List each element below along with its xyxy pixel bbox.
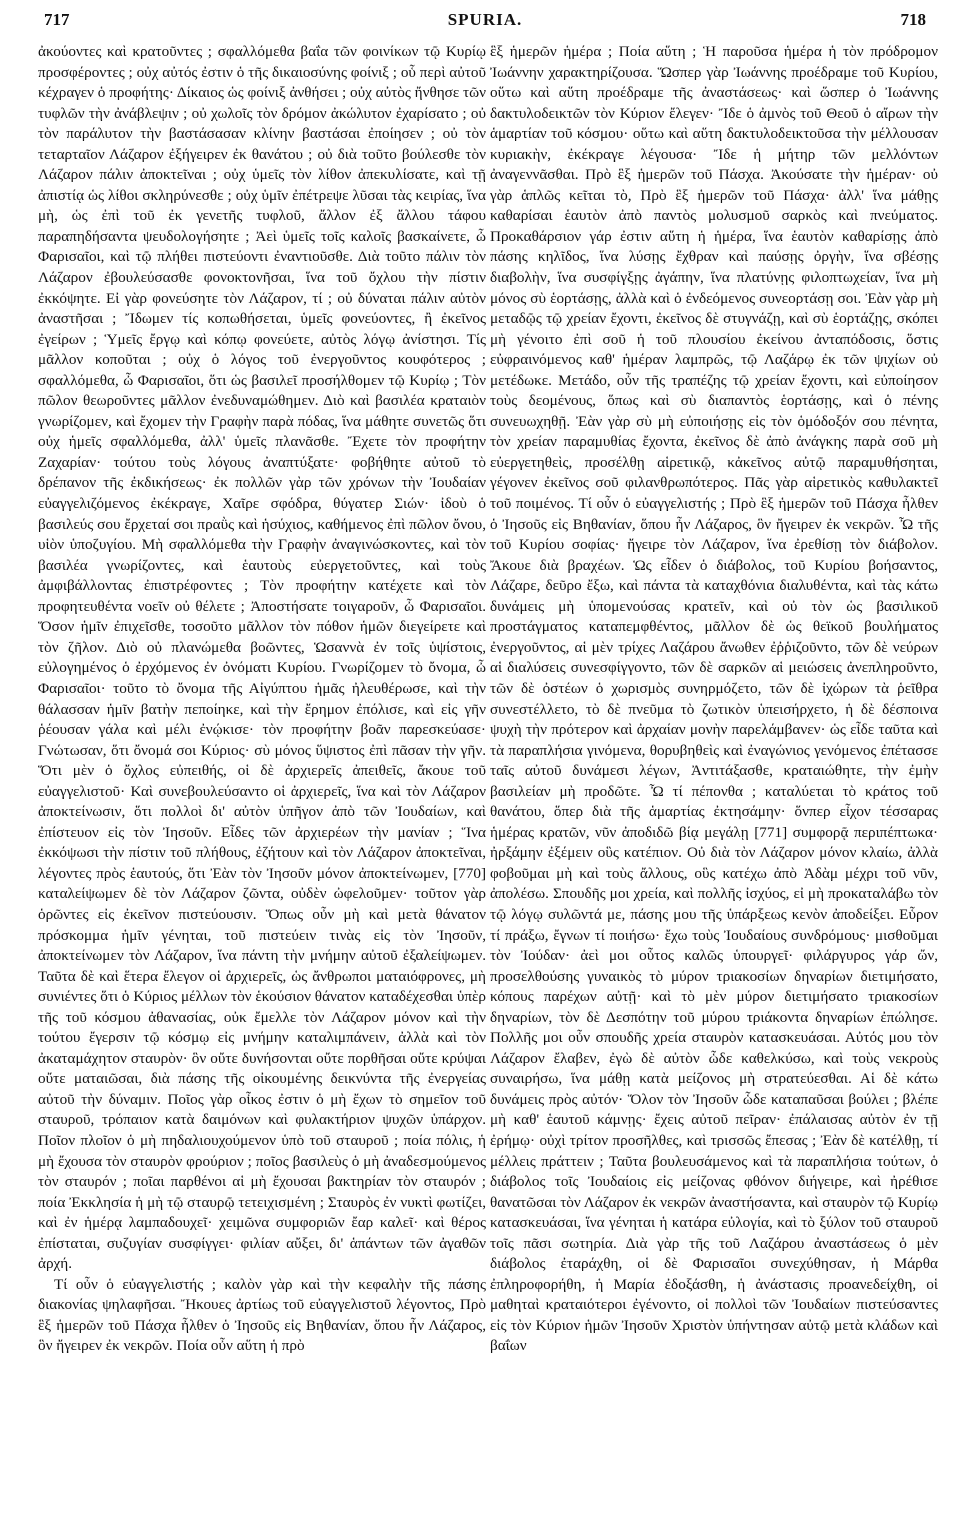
page-number-right: 718: [900, 10, 926, 29]
page-number-left: 717: [44, 10, 70, 29]
right-column: [490, 42, 938, 1530]
running-header: [44, 6, 926, 36]
left-column-paragraph-1: ἀκούοντες καὶ κρατοῦντες ; σφαλλόμεθα βαΐα τῶν φοινίκων τῷ Κυρίῳ προσφέροντες ; οὐχ αὐτός ἐστιν ὁ τῆς δικαιοσύνης φοίνιξ ; οὗ περὶ αὐτοῦ κέχραγεν ὁ προφήτης· Δίκαιος ὡς φοίνιξ ἀνθήσει ; οὐχ αὐτὸς ἤνθησε τῶν τυφλῶν τὴν ἀνάβλεψιν ; οὐ χωλοῖς τὸν δρόμον ἀκώλυτον ἐχαρίσατο ; οὐ τὸν παράλυτον τὴν βαστάσασαν κλίνην βαστάσαι ἐποίησεν ; οὐ τὸν τεταρταῖον Λάζαρον ἐξήγειρεν ἐκ θανάτου ; οὐ διὰ τοῦτο βούλεσθε τὸν Λάζαρον πάλιν ἀποκτεῖναι ; οὐχ ὑμεῖς τὸν λίθον ἀπεκυλίσατε, καὶ τῇ ἀπιστίᾳ ὡς λίθοι σκληρύνεσθε ; οὐχ ὑμῖν ἐπέτρεψε λῦσαι τὰς κειρίας, ἵνα μὴ, ὡς ἐπὶ τοῦ ἐκ γενετῆς τυφλοῦ, ἄλλον ἐξ ἄλλου τάφου παραπηδήσαντα ψευδολογήσητε ; Ἀεὶ ὑμεῖς τοῖς καλοῖς βασκαίνετε, ὦ Φαρισαῖοι, καὶ τῷ πλήθει πιστεύοντι ἐναντιοῦσθε. Διὰ τοῦτο πάλιν τὸν Λάζαρον ἐβουλεύσασθε φονοκτονῆσαι, ἵνα τοῦ ὄχλου τὴν πίστιν ἐκκόψητε. Εἰ γὰρ φονεύσητε τὸν Λάζαρον, τί ; οὐ δύναται πάλιν αὐτὸν ἀναστῆσαι ; Ἴδωμεν τίς κοπωθήσεται, ὑμεῖς φονεύοντες, ἢ ἐκεῖνος ἐγείρων ; Ὑμεῖς ἔργῳ καὶ κόπῳ φονεύετε, αὐτὸς λόγῳ ἀνίστησι. Τίς μᾶλλον κοποῦται ; οὐχ ὁ λόγος τοῦ ἐνεργοῦντος κουφότερος ; σφαλλόμεθα, ὦ Φαρισαῖοι, ὅτι ὡς βασιλεῖ προσήλθομεν τῷ Κυρίῳ ; Τὸν πῶλον θεωροῦντες μᾶλλον ἐνεδυναμώθημεν. Διὸ καὶ βασιλέα κραταιὸν γνωρίζομεν, καὶ ἔχομεν τὴν Γραφὴν παρὰ πόδας, ἵνα μάθητε συνετῶς ὅτι οὐχ ἡμεῖς σφαλλόμεθα, ἀλλ' ὑμεῖς πλανᾶσθε. Ἔχετε τὸν προφήτην Ζαχαρίαν· τούτου τοὺς λόγους ἀναπτύξατε· φοβήθητε αὐτοῦ τὸ δρέπανον τῆς ἐκδικήσεως· ἐκ πολλῶν γὰρ τῶν χρόνων τὴν Ἰουδαίαν εὐαγγελιζόμενος ἐκέκραγε, Χαῖρε σφόδρα, θύγατερ Σιών· ἰδοὺ ὁ βασιλεύς σου ἔρχεταί σοι πραῢς καὶ ἡσύχιος, καθήμενος ἐπὶ πῶλον ὄνου, υἱὸν ὑποζυγίου. Μὴ σφαλλόμεθα τὴν Γραφὴν ἀναγινώσκοντες, καὶ τὸν βασιλέα γνωρίζοντες, καὶ ἑαυτοὺς εὐεργετοῦντες, καὶ τοὺς ἀμφιβάλλοντας ἐπιστρέφοντες ; Τὸν προφήτην κατέχετε καὶ τὸν προφητευθέντα νοεῖν οὐ θέλετε ; Ἀποστήσατε τοιγαροῦν, ὦ Φαρισαῖοι. Ὅσον ἡμῖν ἐπιχεῖσθε, τοσοῦτο μᾶλλον τὸν πόθον ἡμῶν διεγείρετε καὶ τὸν ζῆλον. Διὸ οὐ πλανώμεθα βοῶντες, Ὡσαννὰ ἐν τοῖς ὑψίστοις, εὐλογημένος ὁ ἐρχόμενος ἐν ὀνόματι Κυρίου. Γνωρίζομεν τὸ ὄνομα, ὦ Φαρισαῖοι· τοῦτο τὸ ὄνομα τῆς Αἰγύπτου ἡμᾶς ἠλευθέρωσε, καὶ τὴν θάλασσαν ἡμῖν βατὴν πεποίηκε, καὶ τὴν ἔρημον ἐπόλισε, καὶ εἰς γῆν ῥέουσαν γάλα καὶ μέλι ἐνῴκισε· τὸν προφήτην βοᾶν παρεσκεύασε· Γνώτωσαν, ὅτι ὄνομά σοι Κύριος· σὺ μόνος ὕψιστος ἐπὶ πᾶσαν τὴν γῆν. Ὅτι μὲν ὁ ὄχλος εὐπειθής, οἱ δὲ ἀρχιερεῖς ἀπειθεῖς, ἄκουε τοῦ εὐαγγελιστοῦ· Καὶ συνεβουλεύσαντο οἱ ἀρχιερεῖς, ἵνα καὶ τὸν Λάζαρον ἀποκτείνωσιν, ὅτι πολλοὶ δι' αὐτὸν ὑπῆγον ἀπὸ τῶν Ἰουδαίων, καὶ ἐπίστευον εἰς τὸν Ἰησοῦν. Εἶδες τῶν ἀρχιερέων τὴν μανίαν ; Ἵνα ἐκκόψωσι τὴν πίστιν τοῦ πλήθους, ἐζήτουν καὶ τὸν Λάζαρον ἀποκτεῖναι, λέγοντες πρὸς ἑαυτούς, ὅτι Ἐὰν τὸν Ἰησοῦν μόνον ἀποκτείνωμεν, [770] καταλείψωμεν δὲ τὸν Λάζαρον ζῶντα, οὐδὲν ὠφελοῦμεν· τοῦτον γὰρ ὁρῶντες εἰς ἐκεῖνον πιστεύουσιν. Ὅπως οὖν μὴ καὶ μετὰ θάνατον πρόσκομμα ἡμῖν γένηται, τοῦ πιστεύειν τινὰς εἰς τὸν Ἰησοῦν, ἀποκτείνωμεν τὸν Λάζαρον, ἵνα πάντη τὴν μνήμην αὐτοῦ ἐξαλείψωμεν. Ταῦτα δὲ καὶ ἕτερα ἔλεγον οἱ ἀρχιερεῖς, ὡς ἄνθρωποι ματαιόφρονες, μὴ συνιέντες ὅτι ὁ Κύριος μέλλων τὸν ἑκούσιον θάνατον καταδέχεσθαι ὑπὲρ τῆς τοῦ κόσμου ἀθανασίας, οὐκ ἔμελλε τὸν Λάζαρον μόνον καὶ τὴν τούτου ἔγερσιν τῷ κόσμῳ εἰς μνήμην καταλιμπάνειν, ἀλλὰ καὶ τὸν ἀκαταμάχητον σταυρὸν· ὃν οὔτε δυνήσονται οὔτε πορθῆσαι οὔτε κρύψαι οὔτε ματαιῶσαι, διὰ πάσης τῆς οἰκουμένης δεικνύντα τῆς ἐνεργείας αὐτοῦ τὴν δύναμιν. Ποῖος γὰρ οἶκος ἐστιν ὁ μὴ ἔχων τὸ σημεῖον τοῦ σταυροῦ, τρόπαιον κατὰ δαιμόνων καὶ φυλακτήριον ψυχῶν ὑπάρχον. Ποῖον πλοῖον ὁ μὴ πηδαλιουχούμενον ὑπὸ τοῦ σταυροῦ ; ποία πόλις, ἡ μὴ ἔχουσα τὸν σταυρὸν φρούριον ; ποῖος βασιλεὺς ὁ μὴ ἀναδεσμούμενος τὸν σταυρόν ; ποῖαι παρθένοι αἱ μὴ ἔχουσαι βακτηρίαν τὸν σταυρόν ; ποία Ἐκκλησία ἡ μὴ τῷ σταυρῷ τετειχισμένη ; Σταυρὸς ἐν νυκτὶ φωτίζει, καὶ ἐν ἡμέρᾳ λαμπαδουχεῖ· χειμῶνα συμφοριῶν ἔαρ καλεῖ· καὶ θέρος ἐπίσταται, συζυγίαν συσφίγγει· φιλίαν αὔξει, δι' ἁπάντων τῶν ἀγαθῶν ἀρχή.: [38, 43, 486, 1273]
running-title: SPURIA.: [447, 10, 523, 29]
left-column-paragraph-2: Τί οὖν ὁ εὐαγγελιστής ; καλὸν γὰρ καὶ τὴν κεφαλὴν τῆς πάσης διακονίας ψηλαφῆσαι. Ἤκουες ἀρτίως τοῦ εὐαγγελιστοῦ λέγοντος, Πρὸ ἓξ ἡμερῶν τοῦ Πάσχα ἦλθεν ὁ Ἰησοῦς εἰς Βηθανίαν, ὅπου ἦν Λάζαρος, ὃν ἤγειρεν ἐκ νεκρῶν. Ποία οὖν αὕτη ἡ πρὸ: [38, 1275, 486, 1355]
right-column-paragraph-1: ἓξ ἡμερῶν ἡμέρα ; Ποία αὕτη ; Ἡ παροῦσα ἡμέρα ἡ τὸν πρόδρομον Ἰωάννην χαρακτηρίζουσα. Ὥσπερ γὰρ Ἰωάννης προέδραμε τοῦ Κυρίου, οὕτω καὶ αὕτη προέδραμε τῆς ἀναστάσεως· καὶ ὥσπερ ὁ Ἰωάννης δακτυλοδεικτῶν τὸν Κύριον ἔλεγεν· Ἴδε ὁ ἀμνὸς τοῦ Θεοῦ ὁ αἴρων τὴν ἁμαρτίαν τοῦ κόσμου· οὕτω καὶ αὕτη δακτυλοδεικτοῦσα τὴν μέλλουσαν κυριακὴν, ἐκέκραγε λέγουσα· Ἴδε ἡ μήτηρ τῶν μελλόντων ἀναγεννᾶσθαι. Πρὸ ἓξ ἡμερῶν τοῦ Πάσχα. Ἀκούσατε τὴν ἡμέραν· οὐ γὰρ ἁπλῶς κεῖται τὸ, Πρὸ ἓξ ἡμερῶν τοῦ Πάσχα· ἀλλ' ἵνα μάθῃς καθαρίσαι ἑαυτὸν ἀπὸ παντὸς μολυσμοῦ σαρκὸς καὶ πνεύματος. Προκαθάρσιον γάρ ἐστιν αὕτη ἡ ἡμέρα, ἵνα ἑαυτὸν καθαρίσῃς ἀπὸ πάσης κηλῖδος, ἵνα λύσῃς ἔχθραν καὶ παύσῃς ὀργὴν, ἵνα σβέσῃς διαβολὴν, ἵνα συσφίγξῃς ἀγάπην, ἵνα πλατύνῃς φιλοπτωχείαν, ἵνα μὴ μόνος σὺ ἑορτάσῃς, ἀλλὰ καὶ ὁ ἐνδεόμενος συνεορτάσῃ σοι. Ἐὰν γὰρ μὴ μεταδῷς τῷ χρείαν ἔχοντι, ἐκεῖνος δὲ στυγνάζῃ, καὶ σὺ ἑορτάζῃς, σκόπει μὴ γένοιτο ἐπὶ σοῦ ἡ τοῦ πλουσίου ἐκείνου ἀνταπόδοσις, ὅστις εὐφραινόμενος καθ' ἡμέραν λαμπρῶς, τῷ Λαζάρῳ ἐκ τῶν ψιχίων οὐ μετέδωκε. Μετάδο, οὖν τῆς τραπέζης τῷ χρείαν ἔχοντι, καὶ εὐποίησον τοὺς δεομένους, ὅπως καὶ σὺ διαπαντὸς ἑορτάσῃς, καὶ ὁ πένης συνευωχηθῇ. Ἐὰν γὰρ σὺ μὴ εὐποιήσῃς εἰς τὸν ὁμόδοξόν σου πένητα, τὸν χρείαν παραμυθίας ἔχοντα, ἐκεῖνος δὲ ἀπὸ ἀνάγκης παρὰ σοῦ μὴ εὐεργετηθεὶς, προσέλθῃ αἱρετικῷ, κἀκεῖνος αὐτῷ παραμυθήσηται, γέγονεν ἐκεῖνος σοῦ φιλανθρωπότερος. Πᾶς γὰρ αἱρετικὸς καθυλακτεῖ τοῦ ποιμένος. Τί οὖν ὁ εὐαγγελιστής ; Πρὸ ἓξ ἡμερῶν τοῦ Πάσχα ἦλθεν ὁ Ἰησοῦς εἰς Βηθανίαν, ὅπου ἦν Λάζαρος, ὃν ἤγειρεν ἐκ νεκρῶν. Ὦ τῆς τοῦ Κυρίου σοφίας· ἤγειρε τὸν Λάζαρον, ἵνα ἐρεθίσῃ τὸν διάβολον. Ἄκουε διὰ βραχέων. Ὡς εἶδεν ὁ διάβολος, τοῦ Κυρίου βοήσαντος, Λάζαρε, δεῦρο ἔξω, καὶ πάντα τὰ καταχθόνια διαλυθέντα, καὶ τὰς κάτω δυνάμεις μὴ ὑπομενούσας κρατεῖν, καὶ οὐ τὸν ὡς βασιλικοῦ προστάγματος καταπεμφθέντος, μᾶλλον δὲ ὡς θεϊκοῦ βουλήματος ἐνεργοῦντος, αἱ μὲν τρίχες Λαζάρου ἄνωθεν ἐῤῥιζοῦντο, τῶν δὲ νεύρων αἱ διαλύσεις συνεσφίγγοντο, τῶν δὲ σαρκῶν αἱ μειώσεις ἀνεπληροῦντο, τῶν δὲ ὀστέων ὁ χωρισμὸς συνηρμόζετο, τῶν δὲ ἰχώρων τὰ ῥεῖθρα συνεστέλλετο, τὸ δὲ πνεῦμα τὸ ζωτικὸν ὑπεισήρχετο, ἡ δὲ δέσποινα ψυχὴ τὴν πρότερον καὶ ἀρχαίαν μονὴν παρελάμβανεν· ὡς εἶδε ταῦτα καὶ τὰ παραπλήσια γινόμενα, θορυβηθεὶς καὶ ἐναγώνιος γενόμενος ἐπέτασσε ταῖς αὐτοῦ δυνάμεσι λέγων, Ἀντιτάξασθε, κραταιώθητε, τὴν ἐμὴν βασιλείαν μὴ προδῶτε. Ὦ τί πέπονθα ; καταλύεται τὸ κράτος τοῦ θανάτου, ὅπερ διὰ τῆς ἁμαρτίας ἐκτησάμην· ὅνπερ εἶχον τέσσαρας ἡμέρας κρατῶν, νῦν ἀποδιδῶ βίᾳ μεγάλῃ [771] συμφορᾷ περιπέπτωκα· ἠρξάμην ἐξέμειν οὓς κατέπιον. Οὐ διὰ τὸν Λάζαρον μόνον κλαίω, ἀλλὰ φοβοῦμαι μὴ καὶ τοὺς ἄλλους, οὓς κατέχω ἀπὸ Ἀδὰμ μέχρι τοῦ νῦν, ἀπολέσω. Σπουδῆς μοι χρεία, καὶ πολλῆς ἰσχύος, εἰ μὴ προκαταλάβω τὸν τῷ λόγῳ συλῶντά με, πάσης μου τῆς ὑπάρξεως κενὸν ἀποδείξει. Εὗρον τί πράξω, ἔγνων τί ποιήσω· ἔχω τοὺς Ἰουδαίους συνδρόμους· μισθοῦμαι τὸν Ἰούδαν· ἀεὶ μοι οὗτος καλῶς ὑπουργεῖ· φιλάργυρος γάρ ὤν, προσελθούσης γυναικὸς τὸ μύρον τριακοσίων δηναρίων διετιμήσατο, κόπους παρέχων αὐτῇ· καὶ τὸ μὲν μύρον διετιμήσατο τριακοσίων δηναρίων, τὸν δὲ Δεσπότην τοῦ μύρου τριάκοντα δηναρίων ἐπώλησε. Πολλῆς μοι οὖν σπουδῆς χρεία σταυρὸν κατασκευάσαι. Αὐτός μου τὸν Λάζαρον ἔλαβεν, ἐγὼ δὲ αὐτὸν ὧδε καθελκύσω, καὶ τοὺς νεκροὺς συναιρήσω, ἵνα μάθῃ κατὰ μείζονος μὴ στρατεύεσθαι. Αἱ δὲ κάτω δυνάμεις πρὸς αὐτόν· Ὅλον τὸν Ἰησοῦν ὧδε καταπαῦσαι βούλει ; βλέπε μὴ καθ' ἑαυτοῦ κάμνῃς· ἔχεις αὐτοῦ πεῖραν· ἐπάλαισας αὐτὸν ἐν τῇ ἐρήμῳ· οὐχὶ τρίτον προσῆλθες, καὶ τρισσῶς ἔπεσας ; Ἐὰν δὲ κατέλθῃ, τί μέλλεις πράττειν ; Ταῦτα βουλευσάμενος καὶ τὰ παραπλήσια τούτων, ὁ διάβολος τοῖς Ἰουδαίοις εἰς μείζονας φθόνον διήγειρε, καὶ ἠρέθισε θανατῶσαι τὸν Λάζαρον ἐκ νεκρῶν ἀναστήσαντα, καὶ σταυρὸν τῷ Κυρίῳ κατασκευάσαι, ἵνα γένηται ἡ κατάρα εὐλογία, καὶ τὸ ξύλον τοῦ σταυροῦ τοῖς πᾶσι σωτηρία. Διὰ γὰρ τῆς τοῦ Λαζάρου ἀναστάσεως ὁ μὲν διάβολος ἐταράχθη, οἱ δὲ Φαρισαῖοι συνεχύθησαν, ἡ Μάρθα ἐπληροφορήθη, ἡ Μαρία ἐδοξάσθη, ἡ ἀνάστασις προανεδείχθη, οἱ μαθηταὶ κραταιότεροι ἐγένοντο, οἱ πολλοὶ τῶν Ἰουδαίων πιστεύσαντες εἰς τὸν Κύριον ἡμῶν Ἰησοῦν Χριστὸν ὑπήντησαν αὐτῷ μετὰ κλάδων καὶ βαΐων: [490, 43, 938, 1355]
left-column: [38, 42, 486, 1530]
